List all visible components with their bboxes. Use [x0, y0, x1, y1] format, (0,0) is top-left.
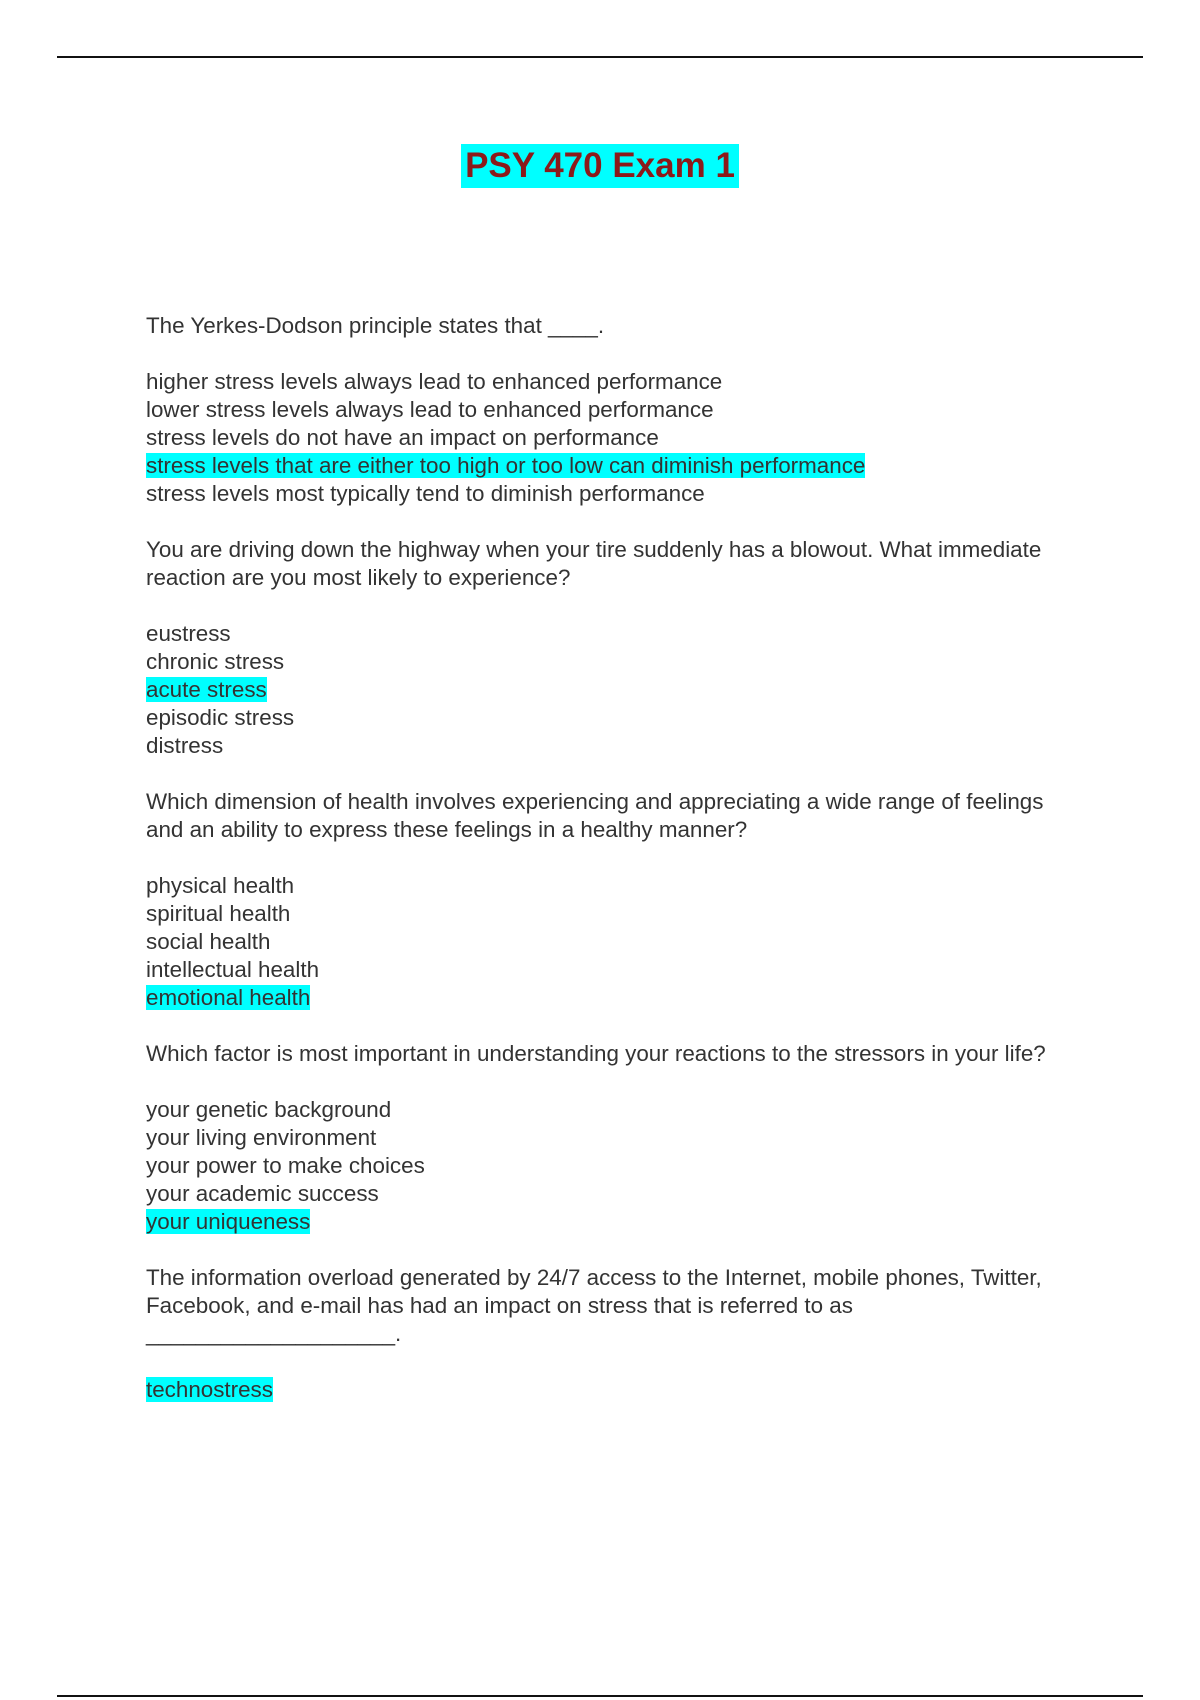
answer-option: physical health [146, 873, 295, 898]
answer-option-highlighted: technostress [146, 1377, 273, 1402]
document-title: PSY 470 Exam 1 [461, 144, 739, 188]
question-text: The information overload generated by 24/7 access to the Internet, mobile phones, Twitter, Facebook, and e-mail has had an impact on stress that is referred to as ____________________. [146, 1265, 1042, 1346]
answer-option: your power to make choices [146, 1153, 425, 1178]
answer-options [146, 872, 1076, 1012]
answer-option: chronic stress [146, 649, 285, 674]
answer-option: intellectual health [146, 957, 320, 982]
answer-option: your academic success [146, 1181, 379, 1206]
answer-option: eustress [146, 621, 231, 646]
question-text: The Yerkes-Dodson principle states that ____. [146, 313, 605, 338]
answer-option: higher stress levels always lead to enhanced performance [146, 369, 723, 394]
answer-options [146, 620, 1076, 760]
answer-options [146, 368, 1076, 508]
answer-option: your living environment [146, 1125, 377, 1150]
answer-option: your genetic background [146, 1097, 392, 1122]
answer-option: lower stress levels always lead to enhanced performance [146, 397, 714, 422]
title-container [0, 144, 1200, 188]
answer-option-highlighted: acute stress [146, 677, 267, 702]
question-text: Which dimension of health involves experiencing and appreciating a wide range of feelings and an ability to express these feelings in a healthy manner? [146, 789, 1044, 842]
answer-option: stress levels most typically tend to diminish performance [146, 481, 705, 506]
answer-option: stress levels do not have an impact on performance [146, 425, 659, 450]
question-block-4 [146, 1040, 1076, 1236]
question-block-2 [146, 536, 1076, 760]
question-text: Which factor is most important in understanding your reactions to the stressors in your life? [146, 1041, 1046, 1066]
answer-option: episodic stress [146, 705, 295, 730]
answer-option-highlighted: emotional health [146, 985, 311, 1010]
answer-option-highlighted: stress levels that are either too high or too low can diminish performance [146, 453, 866, 478]
answer-options [146, 1376, 1076, 1404]
answer-option: spiritual health [146, 901, 291, 926]
question-block-1 [146, 312, 1076, 508]
answer-option: distress [146, 733, 224, 758]
header-rule [57, 56, 1143, 58]
answer-options [146, 1096, 1076, 1236]
answer-option-highlighted: your uniqueness [146, 1209, 311, 1234]
question-text: You are driving down the highway when your tire suddenly has a blowout. What immediate reaction are you most likely to experience? [146, 537, 1042, 590]
footer-rule [57, 1695, 1143, 1697]
question-block-3 [146, 788, 1076, 1012]
question-block-5 [146, 1264, 1076, 1404]
exam-content [146, 312, 1076, 1432]
answer-option: social health [146, 929, 271, 954]
